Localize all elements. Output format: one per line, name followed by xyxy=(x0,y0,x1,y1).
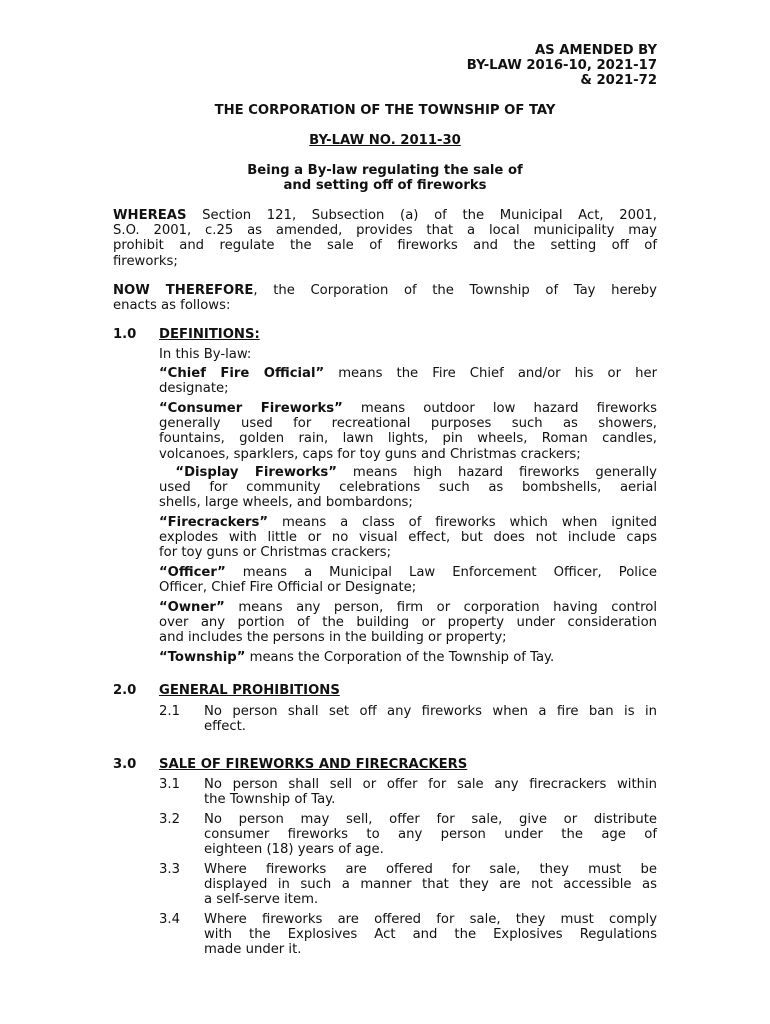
bylaw-subtitle xyxy=(113,163,657,193)
section-number: 3.0 xyxy=(113,757,137,772)
item-line: Where fireworks are offered for sale, they must be xyxy=(204,862,657,877)
item-number: 3.4 xyxy=(159,912,180,927)
definition-term: “Township” xyxy=(159,650,246,665)
item-line: No person shall set off any fireworks when a fire ban is in xyxy=(204,704,657,719)
definition-text: means the Fire Chief and/or his or her xyxy=(324,366,657,381)
amendment-line: & 2021-72 xyxy=(580,73,657,89)
definition-firecrackers xyxy=(159,515,657,561)
item-number: 3.2 xyxy=(159,812,180,827)
item-number: 2.1 xyxy=(159,704,180,719)
definition-text: over any portion of the building or property under consideration xyxy=(159,615,657,631)
definition-text: generally used for recreational purposes such as showers, xyxy=(159,416,657,432)
definition-text: fountains, golden rain, lawn lights, pin wheels, Roman candles, xyxy=(159,431,657,447)
item-line: eighteen (18) years of age. xyxy=(204,842,384,858)
definition-text: designate; xyxy=(159,381,229,397)
subtitle-line: Being a By-law regulating the sale of xyxy=(247,163,523,178)
subtitle-line: and setting off of fireworks xyxy=(283,178,487,194)
definition-text: means outdoor low hazard fireworks xyxy=(342,401,657,416)
item-number: 3.3 xyxy=(159,862,180,877)
item-line: a self-serve item. xyxy=(204,892,319,908)
whereas-text: S.O. 2001, c.25 as amended, provides that a local municipality may xyxy=(113,223,657,239)
whereas-text: prohibit and regulate the sale of fireworks and the setting off of xyxy=(113,238,657,254)
now-therefore-label: NOW THEREFORE xyxy=(113,283,254,298)
definition-term: “Officer” xyxy=(159,565,226,580)
definition-text: used for community celebrations such as bombshells, aerial xyxy=(159,480,657,496)
whereas-text: fireworks; xyxy=(113,253,178,269)
now-therefore-paragraph xyxy=(113,283,657,313)
definition-display-fireworks xyxy=(159,465,657,511)
item-line: displayed in such a manner that they are not accessible as xyxy=(204,877,657,893)
corporation-title: THE CORPORATION OF THE TOWNSHIP OF TAY xyxy=(214,103,556,118)
now-therefore-text: enacts as follows: xyxy=(113,298,231,314)
definition-text: shells, large wheels, and bombardons; xyxy=(159,495,413,511)
item-line: Where fireworks are offered for sale, they must comply xyxy=(204,912,657,927)
definition-text: means a Municipal Law Enforcement Officer, Police xyxy=(225,565,657,580)
whereas-label: WHEREAS xyxy=(113,208,187,223)
section-heading: DEFINITIONS: xyxy=(159,327,260,342)
definition-township xyxy=(159,650,657,665)
definition-text: explodes with little or no visual effect, but does not include caps xyxy=(159,530,657,546)
definition-term: “Owner” xyxy=(159,600,225,615)
section-heading: GENERAL PROHIBITIONS xyxy=(159,683,340,698)
item-line: No person shall sell or offer for sale any firecrackers within xyxy=(204,777,657,792)
item-text xyxy=(204,912,657,958)
whereas-paragraph xyxy=(113,208,657,269)
definition-term: “Firecrackers” xyxy=(159,515,269,530)
definition-term: “Consumer Fireworks” xyxy=(159,401,343,416)
amendment-note xyxy=(327,43,657,89)
definition-text: means any person, firm or corporation having control xyxy=(224,600,657,615)
definition-text: for toy guns or Christmas crackers; xyxy=(159,545,392,561)
item-text xyxy=(204,704,657,734)
amendment-line: BY-LAW 2016-10, 2021-17 xyxy=(466,58,657,74)
definition-text: volcanoes, sparklers, caps for toy guns and Christmas crackers; xyxy=(159,446,581,462)
definition-text: Officer, Chief Fire Official or Designate; xyxy=(159,580,417,596)
item-text xyxy=(204,862,657,908)
item-text xyxy=(204,812,657,858)
definition-text: means a class of fireworks which when ignited xyxy=(268,515,657,530)
now-therefore-text: , the Corporation of the Township of Tay hereby xyxy=(253,283,657,298)
item-line: the Township of Tay. xyxy=(204,792,336,808)
whereas-text: Section 121, Subsection (a) of the Municipal Act, 2001, xyxy=(186,208,657,223)
definition-term: “Display Fireworks” xyxy=(159,465,337,480)
definition-text: means high hazard fireworks generally xyxy=(336,465,657,480)
definitions-intro: In this By-law: xyxy=(159,347,252,362)
definition-text: and includes the persons in the building or property; xyxy=(159,630,507,646)
definition-text: means the Corporation of the Township of Tay. xyxy=(245,650,555,665)
section-heading: SALE OF FIREWORKS AND FIRECRACKERS xyxy=(159,757,468,772)
definition-owner xyxy=(159,600,657,646)
definition-chief-fire-official xyxy=(159,366,657,396)
section-number: 1.0 xyxy=(113,327,137,342)
definition-term: “Chief Fire Official” xyxy=(159,366,325,381)
section-number: 2.0 xyxy=(113,683,137,698)
item-line: consumer fireworks to any person under the age of xyxy=(204,827,657,843)
definition-consumer-fireworks xyxy=(159,401,657,462)
item-number: 3.1 xyxy=(159,777,180,792)
amendment-line: AS AMENDED BY xyxy=(534,43,657,58)
item-line: with the Explosives Act and the Explosives Regulations xyxy=(204,927,657,943)
item-line: made under it. xyxy=(204,942,302,958)
definition-officer xyxy=(159,565,657,595)
bylaw-number: BY-LAW NO. 2011-30 xyxy=(309,133,461,148)
item-text xyxy=(204,777,657,807)
item-line: No person may sell, offer for sale, give or distribute xyxy=(204,812,657,827)
item-line: effect. xyxy=(204,719,246,735)
